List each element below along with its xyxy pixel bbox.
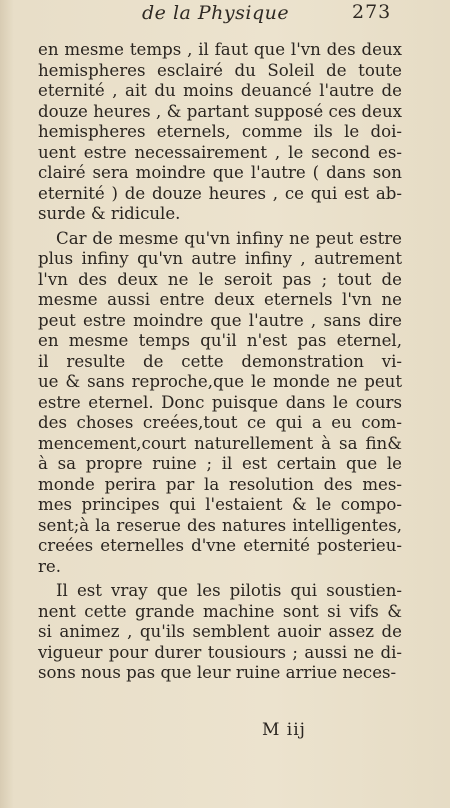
text-line: ue & sans reproche,que le monde ne peut [38, 372, 402, 391]
text-line: eternité , ait du moins deuancé l'autre de [38, 81, 402, 100]
text-line: l'vn des deux ne le seroit pas ; tout de [38, 269, 402, 289]
text-line: vigueur pour durer tousiours ; aussi ne di- [38, 642, 402, 662]
text-line: estre eternel. Donc puisque dans le cours [38, 392, 402, 412]
text-line: uent estre necessairement , le second es- [38, 142, 402, 162]
text-line: douze heures , & partant supposé ces deux [38, 101, 402, 121]
text-line: sent;à la reserue des natures intelligentes, [38, 515, 402, 535]
text-line: eternité ) de douze heures , ce qui est ab- [38, 183, 402, 203]
body-text [38, 40, 402, 684]
text-line: mencement,court naturellement à sa fin& [38, 433, 402, 453]
text-line: des choses creées,tout ce qui a eu com- [38, 413, 402, 432]
text-line: sons nous pas que leur ruine arriue neces- [38, 663, 397, 682]
signature-mark: M iij [262, 720, 306, 740]
running-head [0, 0, 450, 40]
text-line: hemispheres esclairé du Soleil de toute [38, 60, 402, 80]
text-line: plus infiny qu'vn autre infiny , autrement [38, 249, 402, 268]
text-line: hemispheres eternels, comme ils le doi- [38, 122, 402, 141]
paragraph [38, 581, 402, 684]
text-line: peut estre moindre que l'autre , sans dire [38, 310, 402, 330]
text-line: à sa propre ruine ; il est certain que le [38, 454, 402, 473]
text-line: en mesme temps qu'il n'est pas eternel, [38, 331, 402, 350]
text-line: il resulte de cette demonstration vi- [38, 351, 402, 371]
running-title: de la Physique [142, 2, 290, 24]
paragraph [38, 229, 402, 578]
text-line: re. [38, 556, 62, 576]
text-line: en mesme temps , il faut que l'vn des deux [38, 40, 402, 59]
text-line: surde & ridicule. [38, 204, 181, 223]
text-line: Car de mesme qu'vn infiny ne peut estre [56, 228, 402, 248]
paragraph [38, 40, 402, 225]
text-line: mesme aussi entre deux eternels l'vn ne [38, 290, 402, 309]
text-line: Il est vray que les pilotis qui soustien- [56, 581, 402, 600]
text-line: clairé sera moindre que l'autre ( dans son [38, 163, 402, 182]
text-line: mes principes qui l'estaient & le compo- [38, 495, 402, 514]
text-line: si animez , qu'ils semblent auoir assez de [38, 622, 402, 641]
page-number: 273 [352, 1, 392, 23]
text-line: nent cette grande machine sont si vifs & [38, 601, 402, 621]
text-line: monde perira par la resolution des mes- [38, 474, 402, 494]
text-line: creées eternelles d'vne eternité posterieu- [38, 536, 402, 555]
